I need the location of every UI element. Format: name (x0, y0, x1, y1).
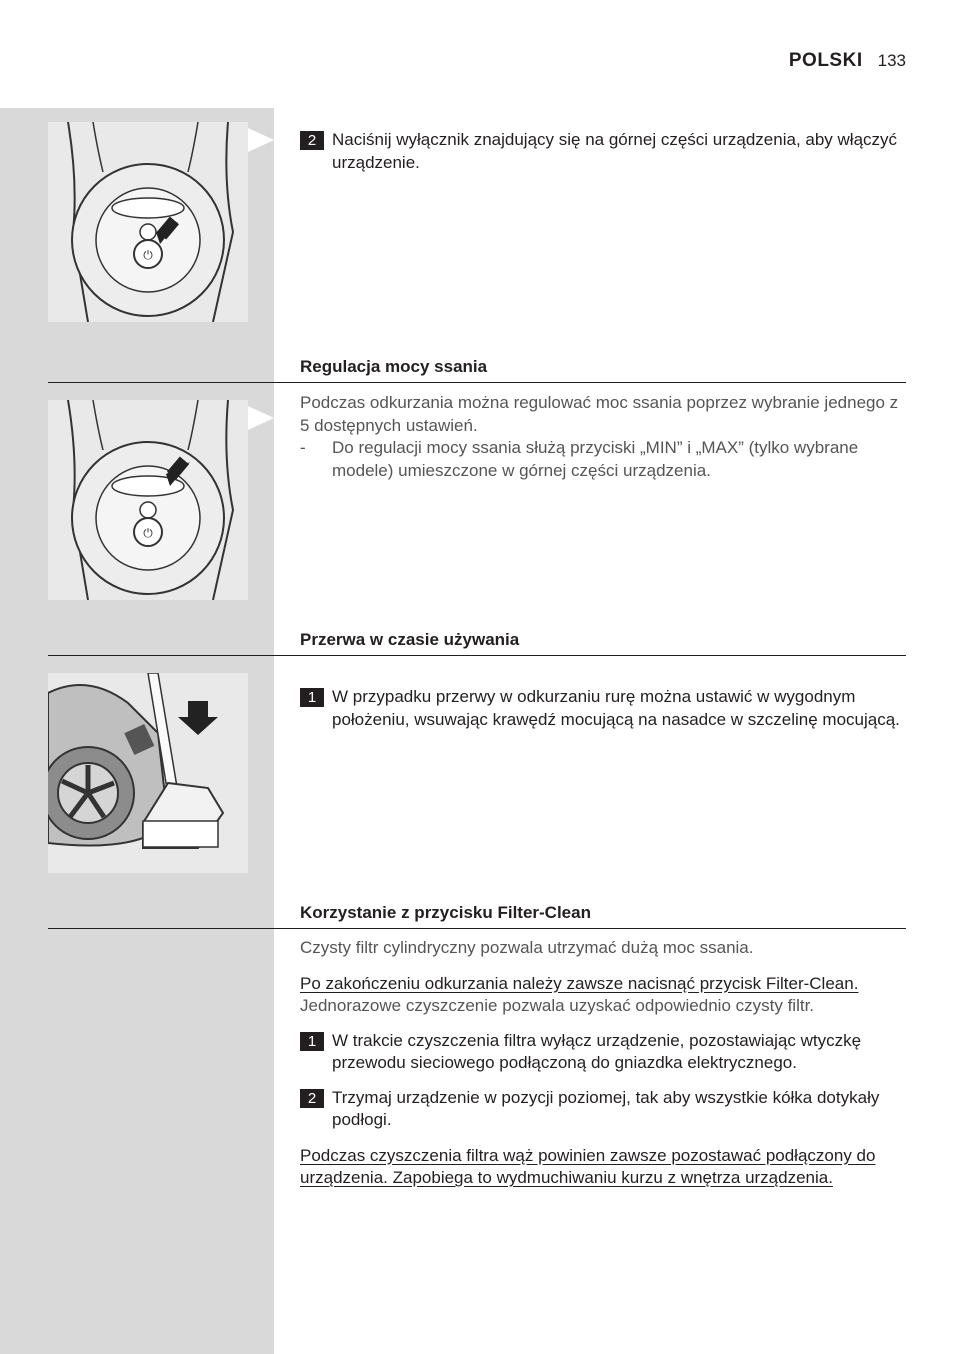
bullet-text: Do regulacji mocy ssania służą przyciski „MIN” i „MAX” (tylko wybrane modele) umieszczone w górnej części urządzenia. (332, 438, 859, 480)
filter-step-2 (300, 1087, 906, 1132)
power-symbol-icon: ⏻ (143, 526, 153, 540)
step-text: W trakcie czyszczenia filtra wyłącz urządzenie, pozostawiając wtyczkę przewodu sieciowego podłączoną do gniazdka elektrycznego. (332, 1030, 862, 1072)
language-label: POLSKI (788, 50, 863, 71)
filter-note-1-underlined: Po zakończeniu odkurzania należy zawsze nacisnąć przycisk Filter-Clean. (300, 973, 859, 993)
power-symbol-icon: ⏻ (143, 248, 153, 262)
bullet-dash: - (300, 438, 306, 457)
filter-step-1 (300, 1030, 906, 1075)
step-pause (300, 686, 906, 731)
page-number: 133 (877, 51, 906, 70)
vacuum-top-power-illustration (48, 122, 248, 322)
filter-text (300, 937, 906, 1190)
suction-text (300, 392, 906, 482)
heading-pause: Przerwa w czasie używania (300, 630, 520, 649)
section-divider (48, 655, 906, 656)
figure-suction-buttons (48, 400, 248, 600)
suction-intro: Podczas odkurzania można regulować moc ssania poprzez wybranie jednego z 5 dostępnych ustawień. (300, 393, 899, 435)
page-header (789, 50, 906, 72)
figure-pointer (248, 128, 274, 152)
step-number-badge: 1 (300, 688, 324, 707)
step-text: Trzymaj urządzenie w pozycji poziomej, tak aby wszystkie kółka dotykały podłogi. (332, 1087, 880, 1129)
vacuum-tube-parking-illustration (48, 673, 248, 873)
filter-note-2: Podczas czyszczenia filtra wąż powinien zawsze pozostawać podłączony do urządzenia. Zapobiega to wydmuchiwaniu kurzu z wnętrza urządzenia. (300, 1145, 876, 1187)
figure-power-button (48, 122, 248, 322)
step-number-badge: 1 (300, 1032, 324, 1051)
suction-bullet (300, 437, 906, 482)
step-number-badge: 2 (300, 131, 324, 150)
figure-tube-parking (48, 673, 248, 873)
figure-pointer (248, 679, 274, 703)
step-power-on (300, 129, 906, 174)
heading-suction: Regulacja mocy ssania (300, 357, 488, 376)
filter-note-1 (300, 973, 906, 1018)
filter-intro: Czysty filtr cylindryczny pozwala utrzymać dużą moc ssania. (300, 938, 754, 957)
step-number-badge: 2 (300, 1089, 324, 1108)
section-divider (48, 382, 906, 383)
vacuum-top-minmax-illustration (48, 400, 248, 600)
filter-note-1-continued: Jednorazowe czyszczenie pozwala uzyskać odpowiednio czysty filtr. (300, 996, 815, 1015)
step-text: W przypadku przerwy w odkurzaniu rurę można ustawić w wygodnym położeniu, wsuwając krawędź mocującą na nasadce w szczelinę mocującą. (332, 687, 900, 729)
heading-filter-clean: Korzystanie z przycisku Filter-Clean (300, 903, 591, 922)
section-divider (48, 928, 906, 929)
step-text: Naciśnij wyłącznik znajdujący się na górnej części urządzenia, aby włączyć urządzenie. (332, 130, 898, 172)
figure-pointer (248, 406, 274, 430)
